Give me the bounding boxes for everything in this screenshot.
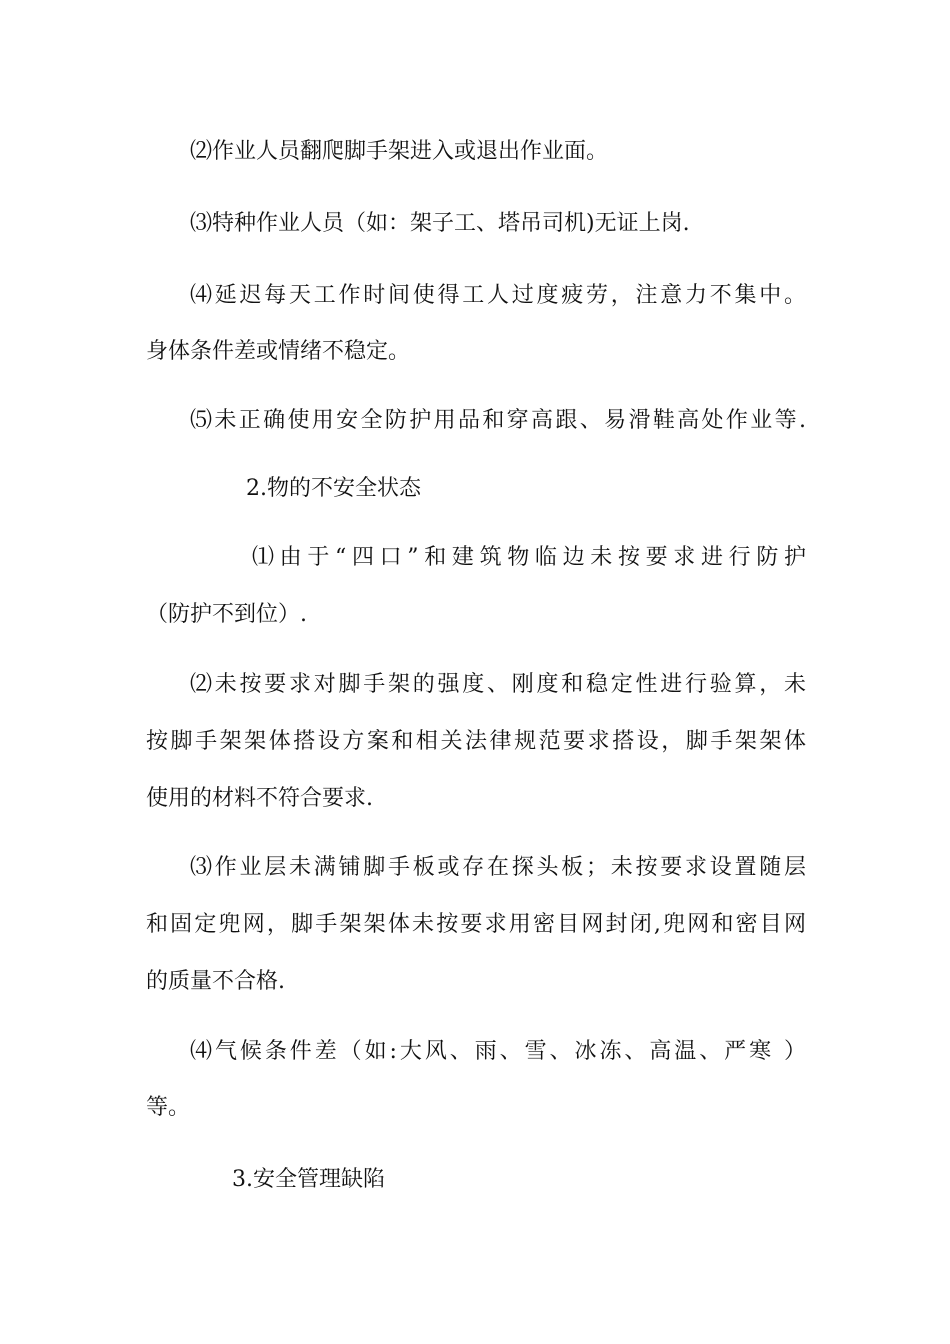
paragraph-item-2-line-1: ⑵作业人员翻爬脚手架进入或退出作业面。 <box>190 139 609 164</box>
section2-item-3-line-3: 的质量不合格. <box>146 969 285 994</box>
section2-item-2-line-3: 使用的材料不符合要求. <box>146 786 373 811</box>
section-heading-2: 2.物的不安全状态 <box>246 476 421 501</box>
section-heading-3: 3.安全管理缺陷 <box>232 1167 385 1192</box>
section2-item-2-line-2: 按脚手架架体搭设方案和相关法律规范要求搭设，脚手架架体 <box>146 729 806 754</box>
section2-item-3-line-2: 和固定兜网，脚手架架体未按要求用密目网封闭,兜网和密目网 <box>146 912 806 937</box>
paragraph-item-3-line-1: ⑶特种作业人员（如：架子工、塔吊司机)无证上岗. <box>190 211 690 236</box>
section2-item-2-line-1: ⑵未按要求对脚手架的强度、刚度和稳定性进行验算，未 <box>190 672 806 697</box>
section2-item-3-line-1: ⑶作业层未满铺脚手板或存在探头板；未按要求设置随层 <box>190 855 806 880</box>
section2-item-1-line-1: ⑴由于“四口”和建筑物临边未按要求进行防护 <box>252 545 806 570</box>
section2-item-4-line-1: ⑷气候条件差（如:大风、雨、雪、冰冻、高温、严寒 ） <box>190 1039 806 1064</box>
paragraph-item-5-line-1: ⑸未正确使用安全防护用品和穿高跟、易滑鞋高处作业等. <box>190 408 806 433</box>
section2-item-4-line-2: 等。 <box>146 1095 191 1120</box>
paragraph-item-4-line-1: ⑷延迟每天工作时间使得工人过度疲劳，注意力不集中。 <box>190 283 806 308</box>
section2-item-1-line-2: （防护不到位）. <box>146 602 307 627</box>
paragraph-item-4-line-2: 身体条件差或情绪不稳定。 <box>146 339 411 364</box>
